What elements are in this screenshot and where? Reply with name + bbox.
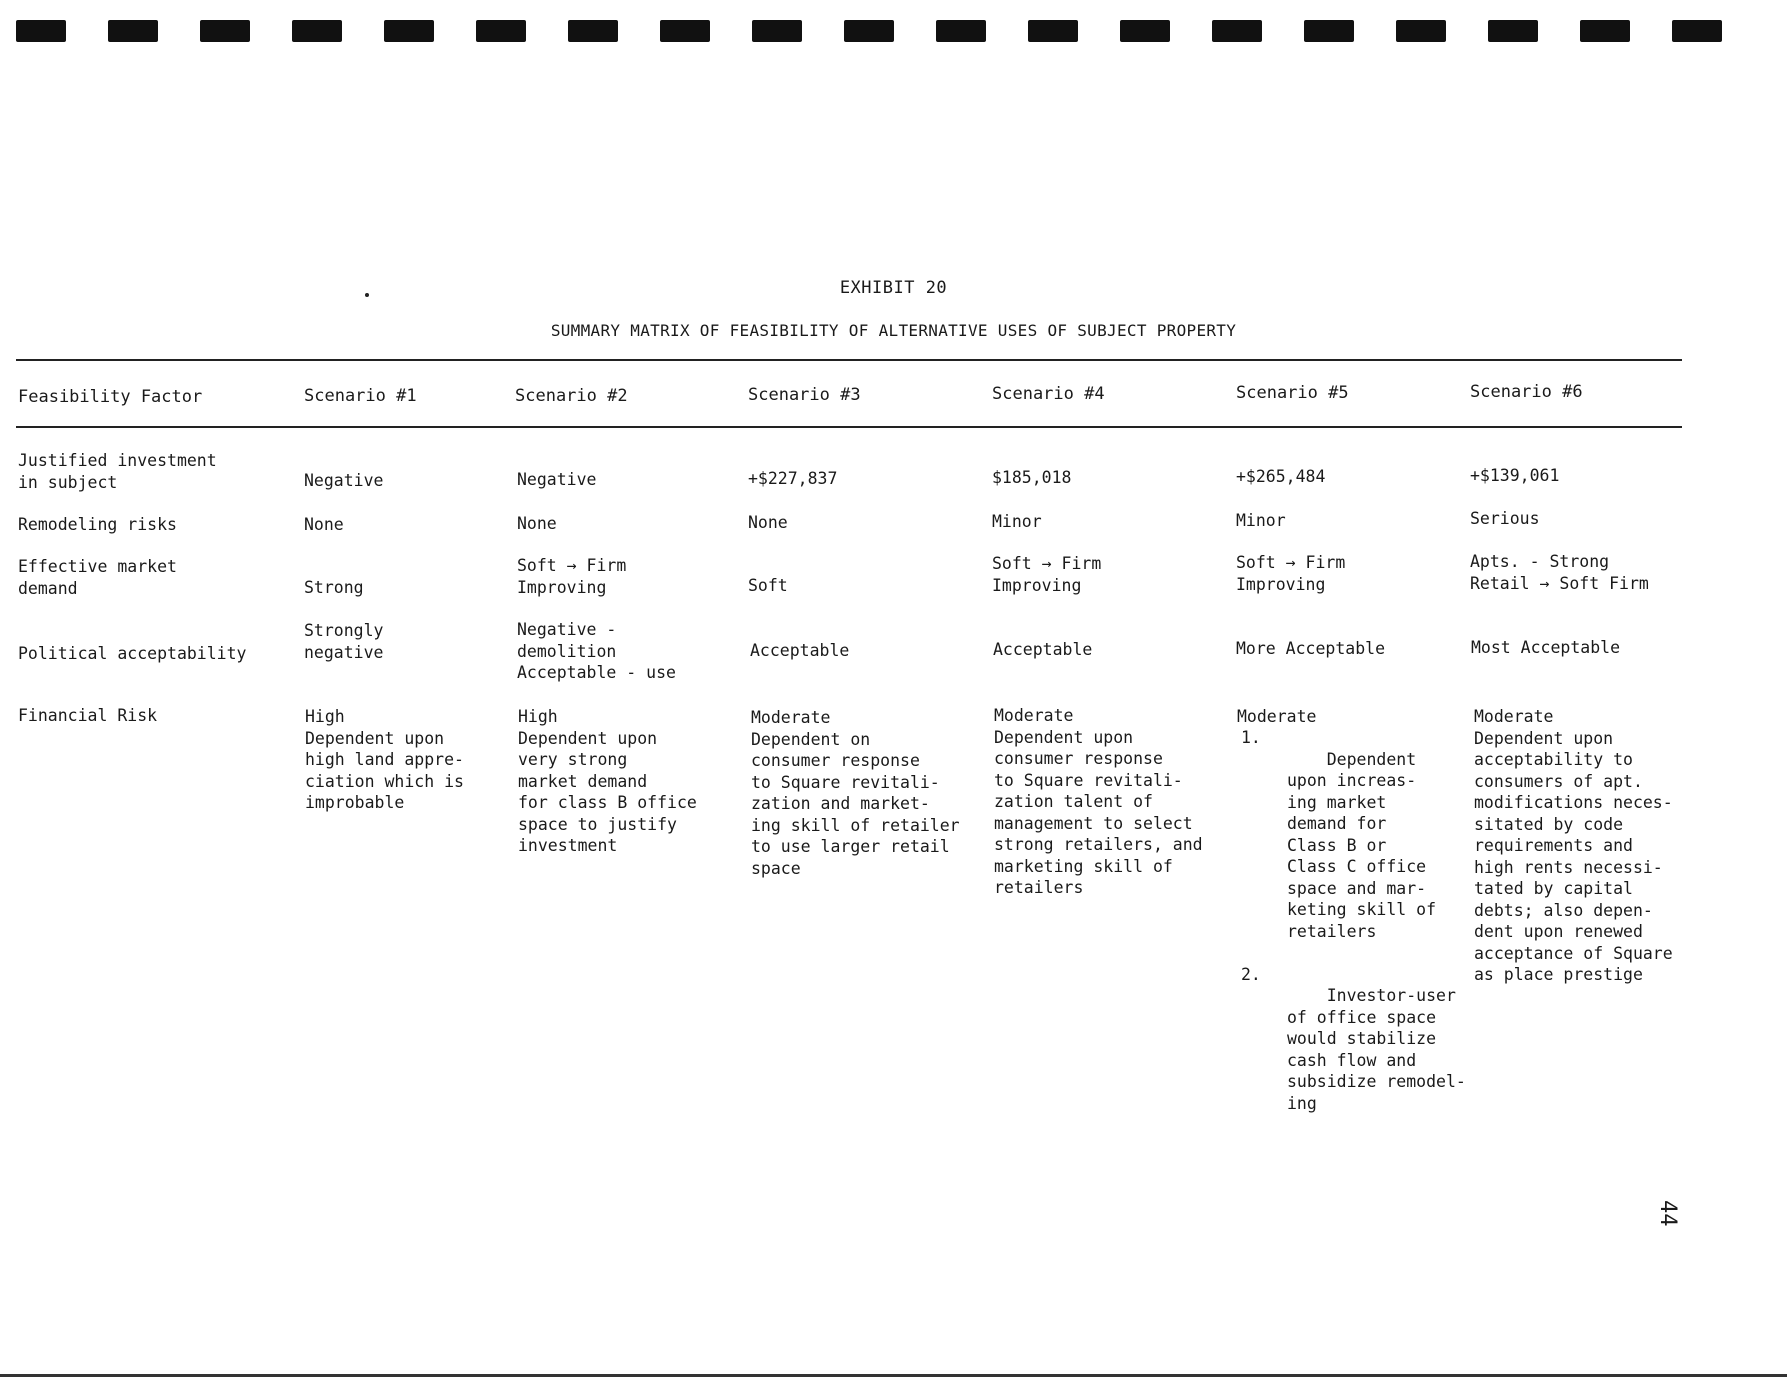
row-investment-scenario-2: Negative [517, 470, 597, 489]
row-demand-scenario-1: Strong [304, 578, 364, 597]
row-demand-scenario-6: Apts. - Strong Retail → Soft Firm [1470, 552, 1649, 593]
punch-hole [1304, 20, 1354, 42]
table-top-rule [16, 359, 1682, 361]
punch-hole [660, 20, 710, 42]
row-demand-scenario-4: Soft → Firm Improving [992, 554, 1102, 595]
punch-hole [1028, 20, 1078, 42]
header-bottom-rule [16, 426, 1682, 428]
row-political-scenario-1: Strongly negative [304, 621, 384, 662]
row-financial-scenario-4: Moderate Dependent upon consumer response to Square revitali- zation talent of management to select strong retailers, and marketing skill of retailers [994, 706, 1203, 897]
row-investment-scenario-5: +$265,484 [1236, 467, 1326, 486]
row-remodeling-scenario-1: None [304, 515, 344, 534]
row-political-scenario-2: Negative - demolition Acceptable - use [517, 620, 676, 682]
list-item [1241, 727, 1481, 964]
row-demand-scenario-5: Soft → Firm Improving [1236, 553, 1346, 594]
row-political-factor: Political acceptability [18, 644, 247, 663]
col-header-scenario-6: Scenario #6 [1470, 382, 1583, 402]
punch-hole [936, 20, 986, 42]
col-header-scenario-5: Scenario #5 [1236, 383, 1349, 403]
row-political-scenario-3: Acceptable [750, 641, 850, 660]
row-remodeling-scenario-4: Minor [992, 512, 1042, 531]
punch-hole [108, 20, 158, 42]
row-remodeling-scenario-5: Minor [1236, 511, 1286, 530]
row-remodeling-scenario-3: None [748, 513, 788, 532]
list-item-text: Investor-user of office space would stabilize cash flow and subsidize remodel- ing [1287, 986, 1466, 1113]
punch-hole [384, 20, 434, 42]
row-remodeling-scenario-6: Serious [1470, 509, 1540, 528]
col-header-scenario-2: Scenario #2 [515, 386, 628, 406]
col-header-scenario-3: Scenario #3 [748, 385, 861, 405]
row-demand-scenario-2: Soft → Firm Improving [517, 556, 627, 597]
exhibit-subtitle: SUMMARY MATRIX OF FEASIBILITY OF ALTERNATIVE USES OF SUBJECT PROPERTY [550, 321, 1237, 340]
punch-hole [844, 20, 894, 42]
list-item-number: 2. [1241, 964, 1261, 984]
punch-hole [1580, 20, 1630, 42]
row-demand-scenario-3: Soft [748, 576, 788, 595]
punch-hole [568, 20, 618, 42]
punch-hole [1120, 20, 1170, 42]
row-investment-scenario-3: +$227,837 [748, 469, 838, 488]
punch-hole [1212, 20, 1262, 42]
row-political-scenario-6: Most Acceptable [1471, 638, 1621, 657]
row-investment-scenario-1: Negative [304, 471, 384, 490]
row-investment-scenario-4: $185,018 [992, 468, 1072, 487]
row-financial-scenario-5-level: Moderate [1237, 707, 1317, 726]
punch-hole [1396, 20, 1446, 42]
punch-hole [292, 20, 342, 42]
bottom-edge-rule [0, 1374, 1787, 1377]
row-financial-factor: Financial Risk [18, 706, 158, 725]
row-financial-scenario-3: Moderate Dependent on consumer response to Square revitali- zation and market- ing skill of retailer to use larger retail space [751, 708, 960, 878]
page-number: 44 [1655, 1200, 1680, 1227]
list-item-text: Dependent upon increas- ing market demand for Class B or Class C office space and mar- keting skill of retailers [1287, 749, 1437, 941]
exhibit-title: EXHIBIT 20 [839, 278, 948, 298]
punch-hole [200, 20, 250, 42]
punch-hole [476, 20, 526, 42]
col-header-scenario-1: Scenario #1 [304, 386, 417, 406]
row-demand-factor: Effective market demand [18, 557, 177, 598]
row-financial-scenario-6: Moderate Dependent upon acceptability to consumers of apt. modifications neces- sitated by code requirements and high rents necessi- tated by capital debts; also depen- dent upon renewed acceptance of Square as place prestige [1474, 707, 1673, 984]
punch-hole [1488, 20, 1538, 42]
row-financial-scenario-2: High Dependent upon very strong market demand for class B office space to justify investment [518, 707, 697, 855]
row-remodeling-scenario-2: None [517, 514, 557, 533]
row-financial-scenario-5-list [1241, 727, 1481, 1136]
list-item [1241, 964, 1481, 1136]
row-financial-scenario-1: High Dependent upon high land appre- ciation which is improbable [305, 707, 464, 812]
row-remodeling-factor: Remodeling risks [18, 515, 177, 534]
punch-hole [16, 20, 66, 42]
row-investment-scenario-6: +$139,061 [1470, 466, 1560, 485]
punch-hole [752, 20, 802, 42]
punch-hole [1672, 20, 1722, 42]
row-investment-factor: Justified investment in subject [18, 451, 217, 492]
punch-holes [0, 20, 1787, 44]
list-item-number: 1. [1241, 728, 1261, 747]
col-header-scenario-4: Scenario #4 [992, 384, 1105, 404]
col-header-factor: Feasibility Factor [18, 387, 203, 407]
row-political-scenario-4: Acceptable [993, 640, 1093, 659]
row-political-scenario-5: More Acceptable [1236, 639, 1386, 658]
